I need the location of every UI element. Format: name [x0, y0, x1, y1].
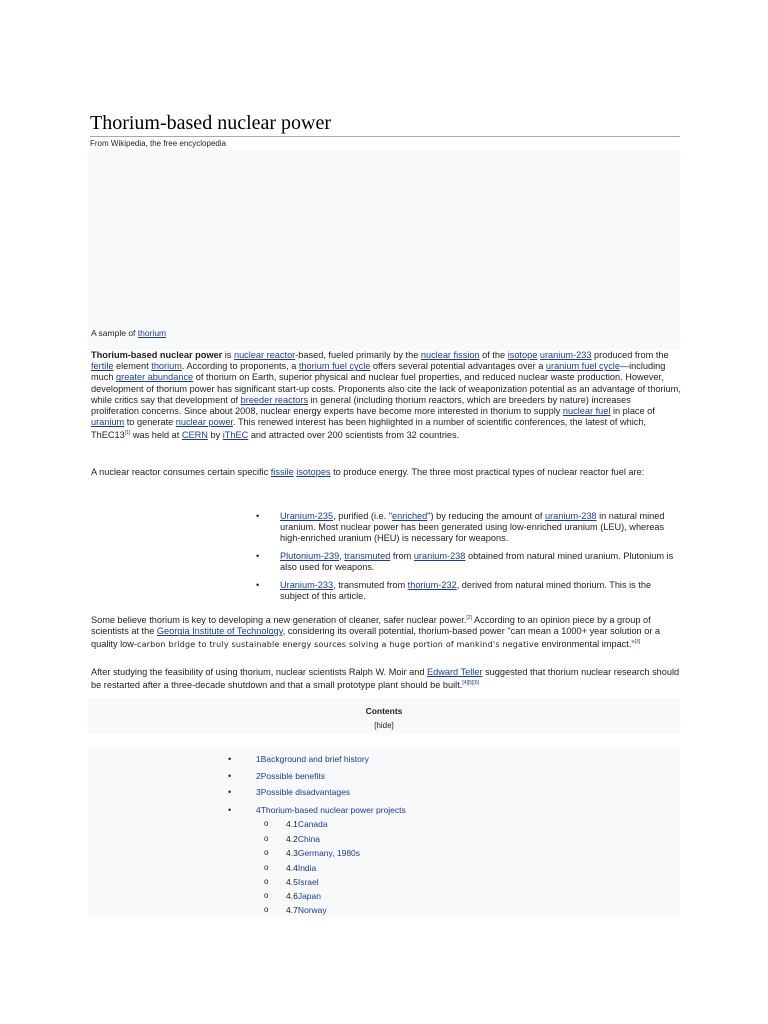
link[interactable]: uranium-238	[413, 551, 466, 561]
link[interactable]: nuclear fission	[420, 350, 480, 360]
reactor-paragraph: A nuclear reactor consumes certain specific fissile isotopes to produce energy. The three most practical types of nuclear reactor fuel are:	[91, 467, 645, 477]
sub-bullet-icon: o	[264, 834, 269, 843]
toc-number: 1	[256, 754, 261, 764]
caption-text: A sample of	[91, 328, 138, 338]
toc-header	[88, 698, 680, 734]
link[interactable]: fissile	[270, 467, 294, 477]
link[interactable]: isotopes	[296, 467, 331, 477]
link[interactable]: Uranium-235	[280, 511, 334, 521]
toc-label[interactable]: Thorium-based nuclear power projects	[260, 805, 406, 815]
toc-label[interactable]: Japan	[297, 891, 321, 901]
link[interactable]: iThEC	[222, 430, 249, 441]
image-caption	[91, 328, 166, 338]
link[interactable]: enriched	[392, 511, 428, 521]
link[interactable]: Georgia Institute of Technology	[156, 626, 283, 637]
link[interactable]: uranium fuel cycle	[545, 361, 620, 372]
citation[interactable]: [4][5][6]	[462, 680, 479, 687]
sub-bullet-icon: o	[264, 819, 269, 828]
toc-label[interactable]: Canada	[297, 819, 328, 829]
toc-hide-toggle[interactable]: [hide]	[374, 721, 394, 730]
link[interactable]: Plutonium-239	[280, 551, 340, 561]
link[interactable]: thorium	[151, 361, 182, 372]
toc-label[interactable]: Possible benefits	[260, 771, 325, 781]
sub-bullet-icon: o	[264, 905, 269, 914]
toc-label[interactable]: Background and brief history	[260, 754, 369, 764]
bullet-icon: •	[228, 805, 232, 815]
sub-bullet-icon: o	[264, 848, 269, 857]
link[interactable]: Uranium-233	[280, 580, 334, 590]
bullet-icon: •	[228, 787, 232, 797]
link[interactable]: breeder reactors	[240, 394, 309, 405]
toc-number: 4.2	[286, 834, 298, 844]
link[interactable]: nuclear power	[175, 417, 233, 428]
sub-bullet-icon: o	[264, 877, 269, 886]
thorium-image[interactable]	[88, 150, 680, 350]
toc-label[interactable]: Israel	[297, 877, 319, 887]
toc-label[interactable]: India	[297, 863, 317, 873]
link[interactable]: CERN	[181, 430, 208, 441]
sub-bullet-icon: o	[264, 863, 269, 872]
toc-title: Contents	[365, 706, 403, 716]
toc-list	[88, 748, 680, 916]
toc-number: 4	[256, 805, 261, 815]
list-item-text: Plutonium-239, transmuted from uranium-238 obtained from natural mined uranium. Plutonium is also used for weapons.	[280, 551, 674, 573]
page-title: Thorium-based nuclear power	[90, 110, 680, 137]
citation[interactable]: [1]	[124, 430, 131, 437]
link[interactable]: transmuted	[344, 551, 391, 561]
toc-number: 4.3	[286, 848, 298, 858]
bullet-icon: •	[228, 754, 232, 764]
link[interactable]: thorium fuel cycle	[298, 361, 371, 372]
benefits-paragraph: Some believe thorium is key to developing a new generation of cleaner, safer nuclear power.[2] According to an opinion piece by a group of scientists at the Georgia Institute of Technology, considering its overall potential, thorium-based power "can mean a 1000+ year solution or a quality low-carbon bridge to truly sustainable energy sources solving a huge portion of mankind's negative environmental impact."[3]	[91, 615, 661, 650]
link[interactable]: uranium-238	[544, 511, 597, 521]
toc-label[interactable]: Norway	[297, 905, 327, 915]
link[interactable]: nuclear reactor	[233, 350, 296, 360]
link[interactable]: uranium	[91, 417, 125, 428]
link[interactable]: uranium-233	[539, 350, 592, 360]
link[interactable]: nuclear fuel	[562, 406, 611, 417]
bullet-icon: •	[228, 771, 232, 781]
toc-number: 4.4	[286, 863, 298, 873]
link[interactable]: Edward Teller	[427, 667, 483, 677]
link[interactable]: isotope	[507, 350, 538, 360]
bullet-icon: •	[256, 580, 260, 590]
link[interactable]: thorium-232	[407, 580, 457, 590]
bullet-icon: •	[256, 551, 260, 561]
bullet-icon: •	[256, 511, 260, 521]
teller-paragraph: After studying the feasibility of using thorium, nuclear scientists Ralph W. Moir and Edward Teller suggested that thorium nuclear research should be restarted after a three-decade shutdown and that a small prototype plant should be built.[4][5][6]	[91, 667, 680, 691]
citation[interactable]: [2]	[466, 615, 472, 621]
caption-thorium-link[interactable]: thorium	[137, 328, 167, 338]
sub-bullet-icon: o	[264, 891, 269, 900]
link[interactable]: greater abundance	[116, 372, 194, 383]
toc-number: 3	[256, 787, 261, 797]
toc-label[interactable]: Germany, 1980s	[297, 848, 361, 858]
toc-number: 4.1	[286, 819, 298, 829]
intro-paragraph: Thorium-based nuclear power is nuclear reactor-based, fueled primarily by the nuclear fission of the isotope uranium-233 produced from the fertile element thorium. According to proponents, a thorium fuel cycle offers several potential advantages over a uranium fuel cycle—including much greater abundance of thorium on Earth, superior physical and nuclear fuel properties, and reduced nuclear waste production. However, development of thorium power has significant start-up costs. Proponents also cite the lack of weaponization potential as an advantage of thorium, while critics say that development of breeder reactors in general (including thorium reactors, which are breeders by nature) increases proliferation concerns. Since about 2008, nuclear energy experts have become more interested in thorium to supply nuclear fuel in place of uranium to generate nuclear power. This renewed interest has been highlighted in a number of scientific conferences, the latest of which, ThEC13[1] was held at CERN by iThEC and attracted over 200 scientists from 32 countries.	[91, 350, 681, 441]
toc-number: 4.7	[286, 905, 298, 915]
citation[interactable]: [3]	[634, 639, 641, 646]
list-item-text: Uranium-233, transmuted from thorium-232, derived from natural mined thorium. This is the subject of this article.	[280, 580, 652, 602]
toc-label[interactable]: China	[297, 834, 321, 844]
link[interactable]: fertile	[91, 361, 114, 372]
toc-number: 4.5	[286, 877, 298, 887]
toc-label[interactable]: Possible disadvantages	[260, 787, 351, 797]
toc-number: 4.6	[286, 891, 298, 901]
list-item-text: Uranium-235, purified (i.e. "enriched") by reducing the amount of uranium-238 in natural mined uranium. Most nuclear power has been generated using low-enriched uranium (LEU), whereas high-enriched uranium (HEU) is necessary for weapons.	[280, 511, 665, 544]
page-subtitle: From Wikipedia, the free encyclopedia	[90, 139, 227, 148]
toc-number: 2	[256, 771, 261, 781]
